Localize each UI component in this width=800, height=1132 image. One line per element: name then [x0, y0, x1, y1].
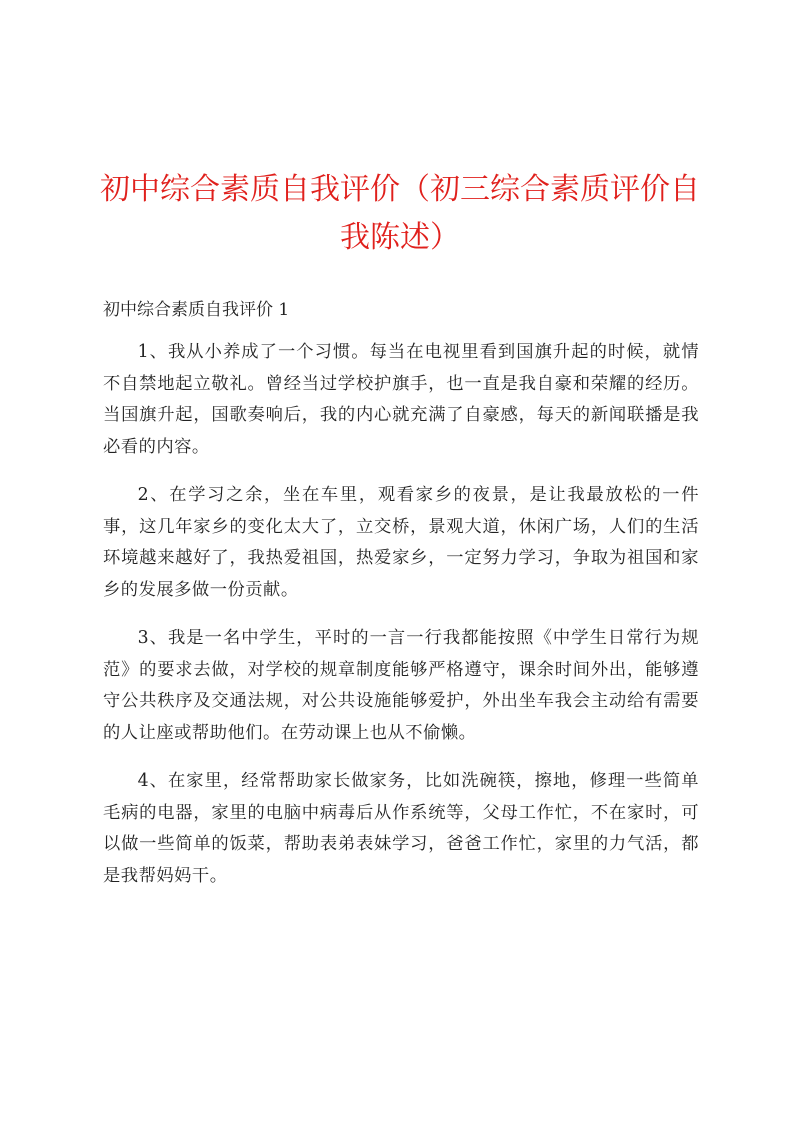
paragraph-4: 4、在家里，经常帮助家长做家务，比如洗碗筷，擦地，修理一些简单毛病的电器，家里的电脑中病毒后从作系统等，父母工作忙，不在家时，可以做一些简单的饭菜，帮助表弟表妹学习，爸爸工作忙，家里的力气活，都是我帮妈妈干。: [103, 771, 699, 886]
paragraph-3: 3、我是一名中学生，平时的一言一行我都能按照《中学生日常行为规范》的要求去做，对学校的规章制度能够严格遵守，课余时间外出，能够遵守公共秩序及交通法规，对公共设施能够爱护，外出坐车我会主动给有需要的人让座或帮助他们。在劳动课上也从不偷懒。: [103, 628, 699, 743]
document-body: [103, 337, 699, 909]
paragraph-2: 2、在学习之余，坐在车里，观看家乡的夜景，是让我最放松的一件事，这几年家乡的变化太大了，立交桥，景观大道，休闲广场，人们的生活环境越来越好了，我热爱祖国，热爱家乡，一定努力学习，争取为祖国和家乡的发展多做一份贡献。: [103, 485, 699, 600]
document-title: 初中综合素质自我评价（初三综合素质评价自我陈述）: [100, 172, 700, 255]
section-heading: 初中综合素质自我评价 1: [103, 300, 290, 320]
paragraph-1: 1、我从小养成了一个习惯。每当在电视里看到国旗升起的时候，就情不自禁地起立敬礼。曾经当过学校护旗手，也一直是我自豪和荣耀的经历。当国旗升起，国歌奏响后，我的内心就充满了自豪感，每天的新闻联播是我必看的内容。: [103, 342, 699, 457]
